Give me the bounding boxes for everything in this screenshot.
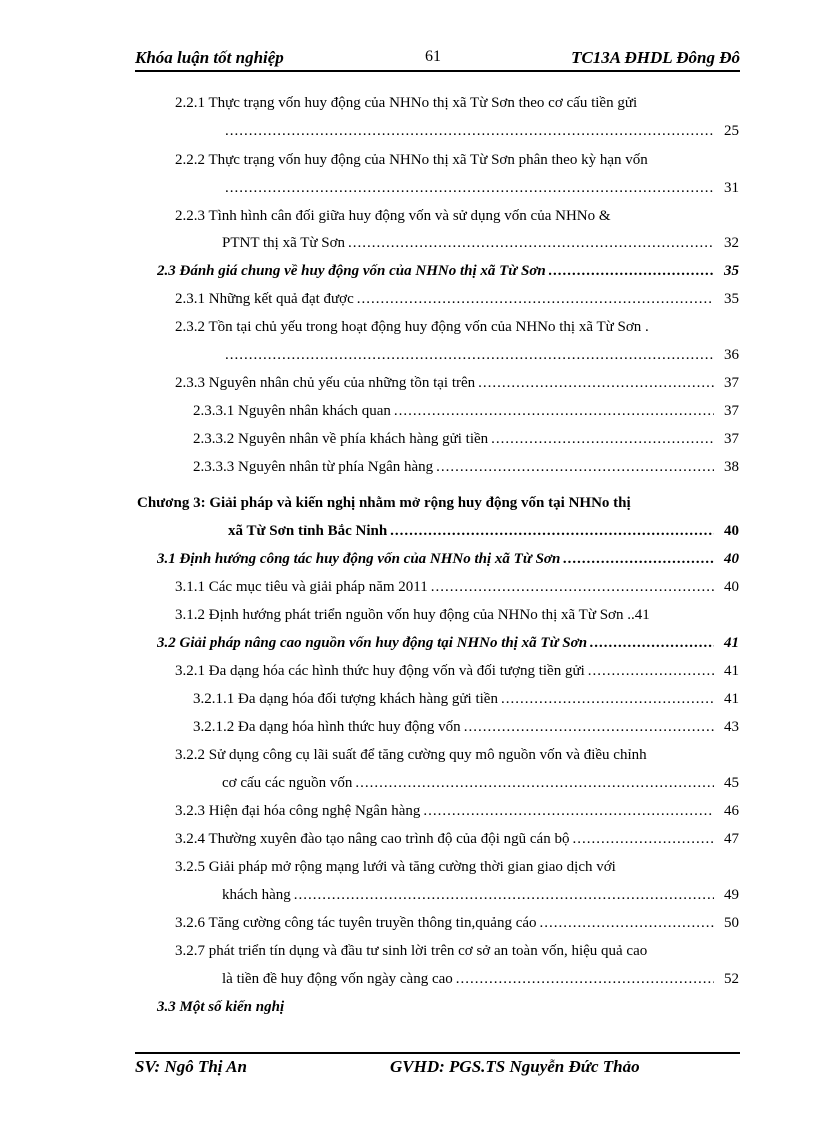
leader-dots (540, 913, 714, 933)
toc-page: 37 (724, 403, 739, 419)
toc-page: 40 (724, 579, 739, 595)
toc-entry-2-2-2-leader (222, 178, 739, 198)
toc-entry-2-3-3-1: 2.3.3.1 Nguyên nhân khách quan ..... 37 (193, 401, 739, 421)
toc-page: 37 (724, 431, 739, 447)
toc-chapter-3-cont: xã Từ Sơn tỉnh Bắc Ninh ..... 40 (228, 521, 739, 541)
toc-entry-3-2-4: 3.2.4 Thường xuyên đào tạo nâng cao trình độ của đội ngũ cán bộ ..... 47 (175, 829, 739, 849)
leader-dots (456, 969, 714, 989)
toc-entry-3-2-7: 3.2.7 phát triển tín dụng và đầu tư sinh lời trên cơ sở an toàn vốn, hiệu quả cao (175, 943, 648, 959)
toc-page: 36 (724, 347, 739, 363)
leader-dots (348, 233, 714, 253)
toc-entry-3-2-1-1: 3.2.1.1 Đa dạng hóa đối tượng khách hàng gửi tiền ..... 41 (193, 689, 739, 709)
toc-entry-2-3-1: 2.3.1 Những kết quả đạt được ..... 35 (175, 289, 739, 309)
toc-entry-2-2-1-leader (222, 121, 739, 141)
toc-entry-2-3-3-2: 2.3.3.2 Nguyên nhân về phía khách hàng gửi tiền ..... 37 (193, 429, 739, 449)
toc-entry-2-3-2-leader (222, 345, 739, 365)
leader-dots (225, 178, 714, 198)
leader-dots (225, 345, 714, 365)
toc-page: 47 (724, 831, 739, 847)
toc-page: 37 (724, 375, 739, 391)
toc-entry-3-2-1-2: 3.2.1.2 Đa dạng hóa hình thức huy động vốn ..... 43 (193, 717, 739, 737)
toc-entry-2-2-3: 2.2.3 Tình hình cân đối giữa huy động vốn và sử dụng vốn của NHNo & (175, 208, 611, 224)
leader-dots (394, 401, 714, 421)
leader-dots (464, 717, 714, 737)
header-title: Khóa luận tốt nghiệp (135, 48, 284, 67)
toc-page: 49 (724, 887, 739, 903)
leader-dots (478, 373, 714, 393)
toc-entry-2-2-1: 2.2.1 Thực trạng vốn huy động của NHNo thị xã Từ Sơn theo cơ cấu tiền gửi (175, 95, 638, 111)
footer-supervisor: GVHD: PGS.TS Nguyễn Đức Thảo (390, 1057, 640, 1076)
toc-section-3-3: 3.3 Một số kiến nghị (157, 999, 285, 1015)
leader-dots (501, 689, 714, 709)
leader-dots (294, 885, 714, 905)
footer-student: SV: Ngô Thị An (135, 1057, 247, 1076)
toc-page: 32 (724, 235, 739, 251)
toc-page: 25 (724, 123, 739, 139)
leader-dots (572, 829, 714, 849)
toc-page: 50 (724, 915, 739, 931)
leader-dots (549, 261, 714, 281)
toc-entry-3-2-3: 3.2.3 Hiện đại hóa công nghệ Ngân hàng ..... 46 (175, 801, 739, 821)
header-class: TC13A ĐHDL Đông Đô (571, 48, 740, 67)
leader-dots (390, 521, 714, 541)
leader-dots (563, 549, 714, 569)
leader-dots (431, 577, 714, 597)
toc-page: 40 (724, 523, 739, 539)
toc-page: 43 (724, 719, 739, 735)
toc-entry-3-2-1: 3.2.1 Đa dạng hóa các hình thức huy động vốn và đối tượng tiền gửi ..... 41 (175, 661, 739, 681)
toc-page: 46 (724, 803, 739, 819)
toc-entry-3-2-5-cont: khách hàng ..... 49 (222, 885, 739, 905)
leader-dots (225, 121, 714, 141)
toc-chapter-3: Chương 3: Giải pháp và kiến nghị nhằm mở rộng huy động vốn tại NHNo thị (137, 495, 631, 511)
toc-page: 40 (724, 551, 739, 567)
leader-dots (491, 429, 714, 449)
toc-page: 35 (724, 291, 739, 307)
page-header (135, 48, 740, 72)
toc-page: 45 (724, 775, 739, 791)
toc-entry-3-2-6: 3.2.6 Tăng cường công tác tuyên truyền thông tin,quảng cáo ..... 50 (175, 913, 739, 933)
toc-entry-3-2-5: 3.2.5 Giải pháp mở rộng mạng lưới và tăng cường thời gian giao dịch với (175, 859, 616, 875)
toc-entry-3-2-7-cont: là tiền đề huy động vốn ngày càng cao ..... 52 (222, 969, 739, 989)
leader-dots (355, 773, 714, 793)
page-footer (135, 1052, 740, 1076)
leader-dots (423, 801, 714, 821)
toc-page: 31 (724, 180, 739, 196)
toc-page: 52 (724, 971, 739, 987)
toc-entry-3-1-1: 3.1.1 Các mục tiêu và giải pháp năm 2011 ..... 40 (175, 577, 739, 597)
toc-section-2-3: 2.3 Đánh giá chung về huy động vốn của NHNo thị xã Từ Sơn ..... 35 (157, 261, 739, 281)
toc-entry-2-2-3-cont: PTNT thị xã Từ Sơn ..... 32 (222, 233, 739, 253)
toc-entry-3-1-2: 3.1.2 Định hướng phát triển nguồn vốn huy động của NHNo thị xã Từ Sơn ..41 (175, 607, 650, 623)
toc-page: 38 (724, 459, 739, 475)
leader-dots (357, 289, 714, 309)
page-number: 61 (425, 48, 441, 65)
toc-entry-2-2-2: 2.2.2 Thực trạng vốn huy động của NHNo thị xã Từ Sơn phân theo kỳ hạn vốn (175, 152, 648, 168)
toc-page: 41 (724, 691, 739, 707)
toc-entry-2-3-2: 2.3.2 Tồn tại chủ yếu trong hoạt động huy động vốn của NHNo thị xã Từ Sơn . (175, 319, 649, 335)
toc-page: 41 (724, 663, 739, 679)
toc-section-3-2: 3.2 Giải pháp nâng cao nguồn vốn huy động tại NHNo thị xã Từ Sơn ..... 41 (157, 633, 739, 653)
leader-dots (436, 457, 714, 477)
toc-page: 35 (724, 263, 739, 279)
toc-entry-3-2-2-cont: cơ cấu các nguồn vốn ..... 45 (222, 773, 739, 793)
leader-dots (588, 661, 714, 681)
toc-section-3-1: 3.1 Định hướng công tác huy động vốn của NHNo thị xã Từ Sơn ..... 40 (157, 549, 739, 569)
toc-page: 41 (724, 635, 739, 651)
toc-entry-2-3-3: 2.3.3 Nguyên nhân chủ yếu của những tồn tại trên ..... 37 (175, 373, 739, 393)
toc-entry-2-3-3-3: 2.3.3.3 Nguyên nhân từ phía Ngân hàng ..... 38 (193, 457, 739, 477)
toc-entry-3-2-2: 3.2.2 Sử dụng công cụ lãi suất để tăng cường quy mô nguồn vốn và điều chỉnh (175, 747, 647, 763)
leader-dots (590, 633, 714, 653)
